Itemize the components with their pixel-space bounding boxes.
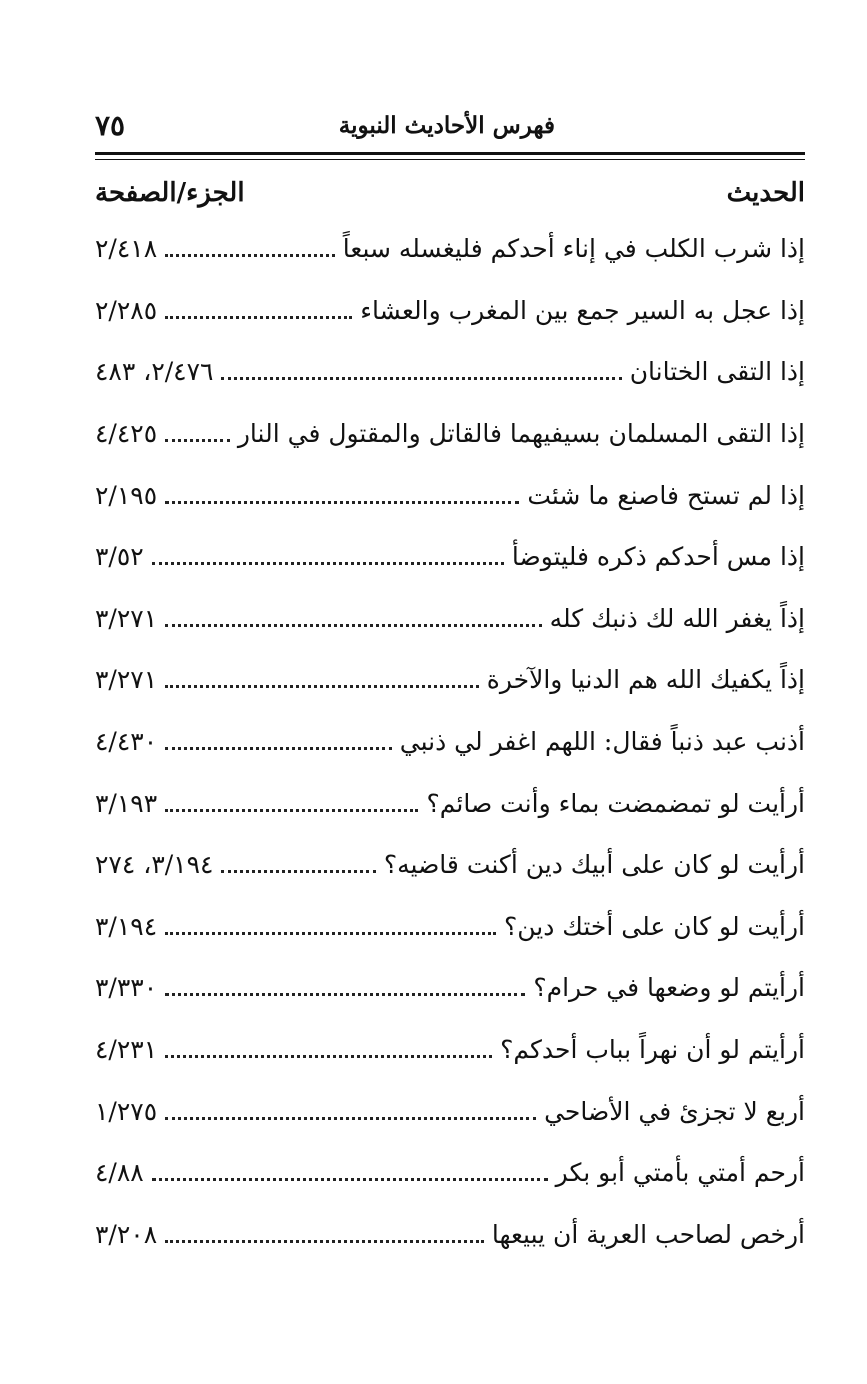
dot-leader — [165, 809, 418, 812]
volume-page-reference: ٣/٣٣٠ — [95, 973, 158, 1003]
column-headings — [95, 168, 805, 218]
volume-page-reference: ٣/٢٧١ — [95, 665, 158, 695]
index-entry — [95, 588, 805, 650]
hadith-text: أرخص لصاحب العرية أن يبيعها — [491, 1219, 805, 1249]
hadith-text: أرأيتم لو أن نهراً بباب أحدكم؟ — [500, 1035, 805, 1065]
hadith-text: إذا شرب الكلب في إناء أحدكم فليغسله سبعاً — [342, 234, 805, 264]
index-entry — [95, 526, 805, 588]
dot-leader — [165, 439, 230, 442]
hadith-text: أرأيت لو تمضمضت بماء وأنت صائم؟ — [426, 788, 805, 818]
volume-page-reference: ٢/٤١٨ — [95, 234, 158, 264]
volume-page-reference: ٣/١٩٤، ٢٧٤ — [95, 850, 214, 880]
running-title: فهرس الأحاديث النبوية — [338, 111, 555, 139]
volume-page-reference: ٤/٤٢٥ — [95, 419, 158, 449]
dot-leader — [165, 993, 525, 996]
index-entry — [95, 711, 805, 773]
index-entry — [95, 464, 805, 526]
index-entry — [95, 403, 805, 465]
hadith-text: أرأيتم لو وضعها في حرام؟ — [533, 973, 805, 1003]
index-entry — [95, 896, 805, 958]
index-entry — [95, 772, 805, 834]
hadith-text: إذا عجل به السير جمع بين المغرب والعشاء — [360, 295, 805, 325]
volume-page-reference: ٣/١٩٤ — [95, 911, 158, 941]
index-entry — [95, 1204, 805, 1266]
dot-leader — [152, 1178, 548, 1181]
column-heading-volume-page: الجزء/الصفحة — [95, 178, 245, 208]
hadith-text: أرأيت لو كان على أبيك دين أكنت قاضيه؟ — [383, 850, 805, 880]
hadith-text: إذاً يكفيك الله هم الدنيا والآخرة — [486, 665, 805, 695]
index-entry — [95, 957, 805, 1019]
dot-leader — [165, 1117, 536, 1120]
index-entry — [95, 1080, 805, 1142]
dot-leader — [165, 254, 335, 257]
volume-page-reference: ٤/٢٣١ — [95, 1035, 158, 1065]
header-rule-thin — [95, 159, 805, 160]
volume-page-reference: ٣/٢٧١ — [95, 603, 158, 633]
dot-leader — [165, 624, 541, 627]
dot-leader — [165, 501, 519, 504]
volume-page-reference: ٣/١٩٣ — [95, 788, 158, 818]
hadith-text: إذا التقى الختانان — [629, 357, 805, 387]
hadith-text: أذنب عبد ذنباً فقال: اللهم اغفر لي ذنبي — [399, 727, 805, 757]
index-entry — [95, 1142, 805, 1204]
dot-leader — [165, 685, 479, 688]
volume-page-reference: ١/٢٧٥ — [95, 1096, 158, 1126]
dot-leader — [152, 562, 504, 565]
volume-page-reference: ٢/٢٨٥ — [95, 295, 158, 325]
dot-leader — [165, 747, 392, 750]
dot-leader — [165, 932, 496, 935]
page-header — [95, 100, 805, 150]
page-number: ٧٥ — [95, 108, 126, 142]
dot-leader — [165, 1240, 484, 1243]
volume-page-reference: ٣/٢٠٨ — [95, 1219, 158, 1249]
volume-page-reference: ٣/٥٢ — [95, 542, 144, 572]
volume-page-reference: ٢/١٩٥ — [95, 480, 158, 510]
volume-page-reference: ٤/٨٨ — [95, 1158, 144, 1188]
hadith-text: إذا لم تستح فاصنع ما شئت — [527, 480, 805, 510]
header-rule-thick — [95, 152, 805, 155]
index-entry — [95, 280, 805, 342]
dot-leader — [221, 377, 621, 380]
column-heading-hadith: الحديث — [726, 178, 805, 208]
index-entry — [95, 834, 805, 896]
hadith-text: أرأيت لو كان على أختك دين؟ — [503, 911, 805, 941]
volume-page-reference: ٤/٤٣٠ — [95, 727, 158, 757]
dot-leader — [165, 316, 352, 319]
dot-leader — [165, 1055, 492, 1058]
volume-page-reference: ٢/٤٧٦، ٤٨٣ — [95, 357, 214, 387]
index-entry — [95, 649, 805, 711]
index-entry — [95, 341, 805, 403]
index-entry — [95, 1019, 805, 1081]
hadith-index-list — [95, 218, 805, 1265]
hadith-text: إذا مس أحدكم ذكره فليتوضأ — [511, 542, 805, 572]
index-entry — [95, 218, 805, 280]
hadith-text: إذا التقى المسلمان بسيفيهما فالقاتل والمقتول في النار — [237, 419, 805, 449]
hadith-text: أرحم أمتي بأمتي أبو بكر — [555, 1158, 805, 1188]
dot-leader — [221, 870, 375, 873]
hadith-text: أربع لا تجزئ في الأضاحي — [544, 1096, 805, 1126]
hadith-text: إذاً يغفر الله لك ذنبك كله — [549, 603, 805, 633]
